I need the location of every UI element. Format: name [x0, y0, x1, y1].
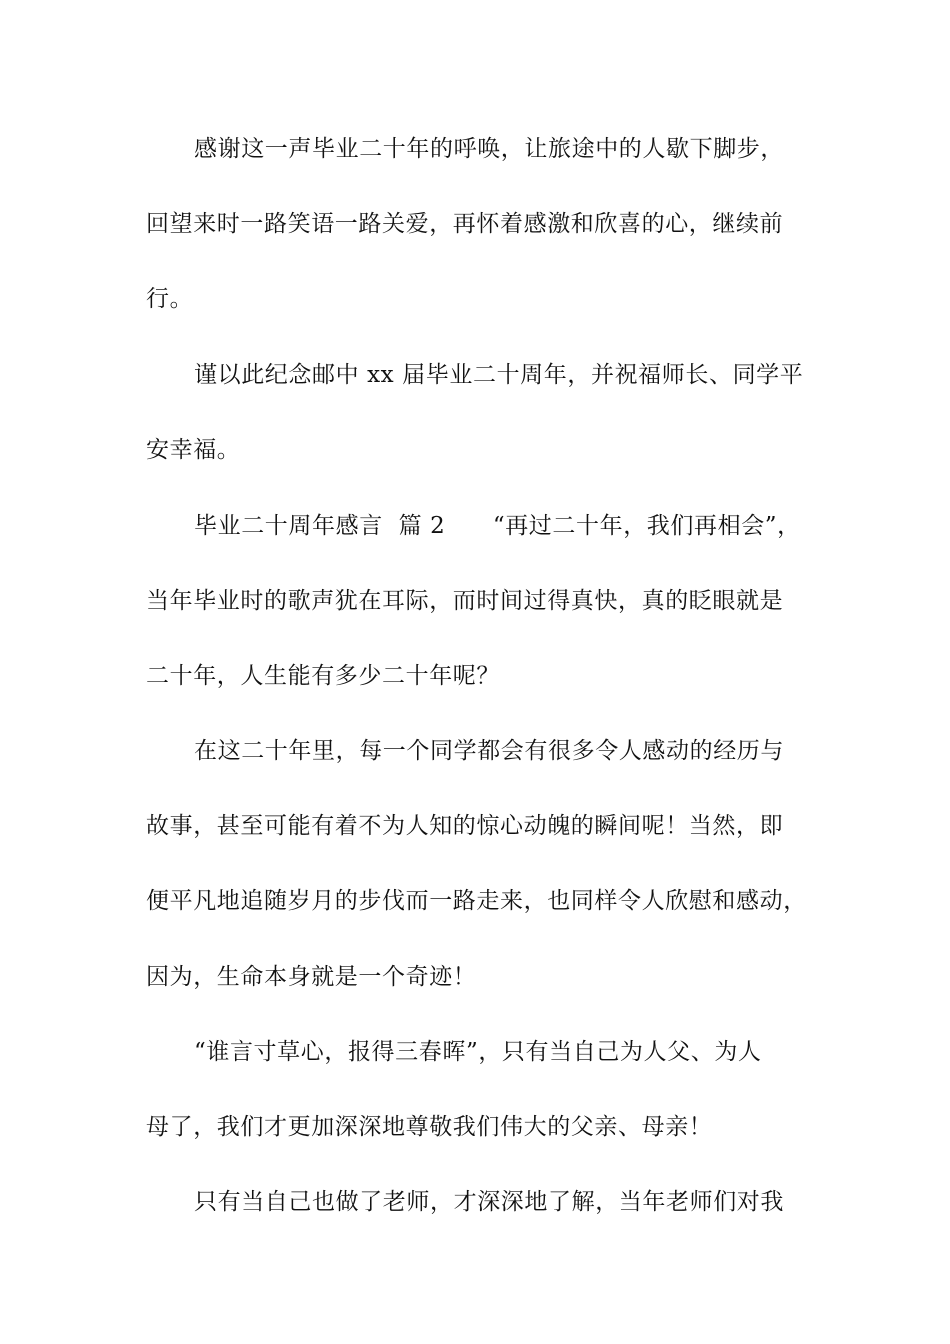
text-line: 安幸福。: [146, 437, 241, 463]
text-line: 谨以此纪念邮中 xx 届毕业二十周年，并祝福师长、同学平: [194, 362, 804, 388]
text-line: 行。: [146, 286, 194, 312]
text-line: 因为，生命本身就是一个奇迹！: [146, 964, 477, 990]
text-line: 只有当自己也做了老师，才深深地了解，当年老师们对我: [194, 1189, 784, 1215]
text-line: 当年毕业时的歌声犹在耳际，而时间过得真快，真的眨眼就是: [146, 588, 784, 614]
text-line: 回望来时一路笑语一路关爱，再怀着感激和欣喜的心，继续前: [146, 211, 784, 237]
text-line: 便平凡地追随岁月的步伐而一路走来，也同样令人欣慰和感动，: [146, 888, 807, 914]
section-heading-line: 毕业二十周年感言 篇 2 “再过二十年，我们再相会”，: [194, 513, 801, 539]
text-line: 感谢这一声毕业二十年的呼唤，让旅途中的人歇下脚步，: [194, 136, 784, 162]
text-line: “谁言寸草心，报得三春晖”，只有当自己为人父、为人: [194, 1039, 762, 1065]
text-line: 母了，我们才更加深深地尊敬我们伟大的父亲、母亲！: [146, 1114, 713, 1140]
text-line: 故事，甚至可能有着不为人知的惊心动魄的瞬间呢！当然，即: [146, 813, 784, 839]
text-line: 在这二十年里，每一个同学都会有很多令人感动的经历与: [194, 738, 784, 764]
text-line: 二十年，人生能有多少二十年呢？: [146, 663, 500, 689]
